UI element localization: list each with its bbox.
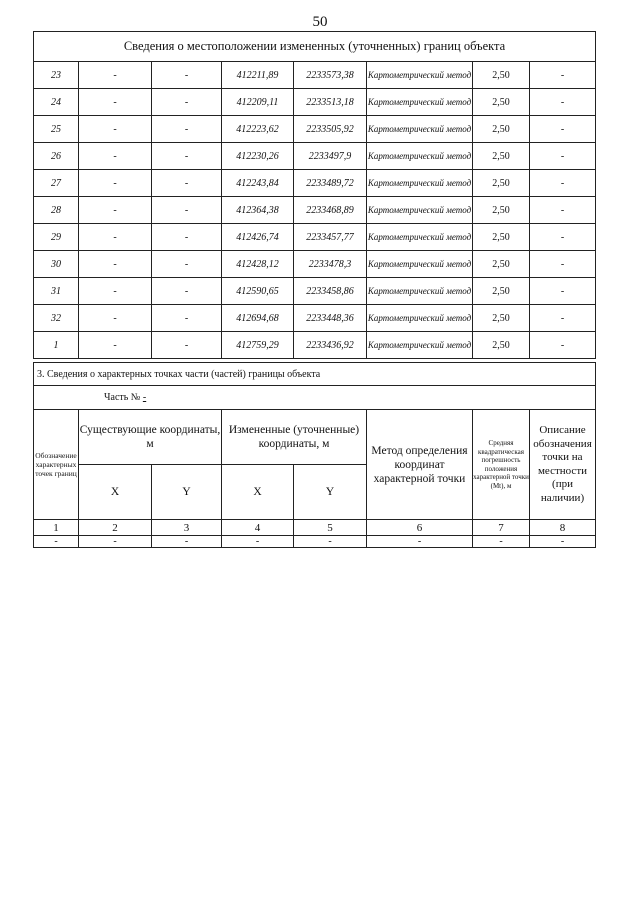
table-row [34, 197, 596, 224]
existing-y-cell: - [152, 224, 222, 251]
table-row [34, 116, 596, 143]
changed-x-cell: 412364,38 [222, 197, 294, 224]
method-cell: Картометрический метод [367, 143, 473, 170]
column-number: 7 [473, 520, 530, 536]
header-changed: Измененные (уточненные) координаты, м [222, 410, 367, 465]
point-number-cell: 28 [34, 197, 79, 224]
existing-x-cell: - [79, 89, 152, 116]
header-x-existing: X [79, 465, 152, 520]
changed-x-cell: 412211,89 [222, 62, 294, 89]
part-number-line [34, 386, 596, 410]
changed-x-cell: 412590,65 [222, 278, 294, 305]
point-number-cell: 25 [34, 116, 79, 143]
column-number: 2 [79, 520, 152, 536]
existing-x-cell: - [79, 305, 152, 332]
point-number-cell: 27 [34, 170, 79, 197]
description-cell: - [530, 197, 596, 224]
changed-y-cell: 2233513,18 [294, 89, 367, 116]
changed-y-cell: 2233505,92 [294, 116, 367, 143]
empty-cell: - [530, 536, 596, 548]
existing-x-cell: - [79, 278, 152, 305]
method-cell: Картометрический метод [367, 89, 473, 116]
description-cell: - [530, 143, 596, 170]
header-x-changed: X [222, 465, 294, 520]
point-number-cell: 31 [34, 278, 79, 305]
description-cell: - [530, 224, 596, 251]
table-row [34, 224, 596, 251]
existing-y-cell: - [152, 170, 222, 197]
existing-y-cell: - [152, 278, 222, 305]
existing-y-cell: - [152, 305, 222, 332]
existing-y-cell: - [152, 89, 222, 116]
accuracy-cell: 2,50 [473, 332, 530, 359]
point-number-cell: 29 [34, 224, 79, 251]
existing-y-cell: - [152, 251, 222, 278]
method-cell: Картометрический метод [367, 278, 473, 305]
method-cell: Картометрический метод [367, 62, 473, 89]
part-value: - [142, 392, 147, 403]
changed-y-cell: 2233489,72 [294, 170, 367, 197]
changed-y-cell: 2233478,3 [294, 251, 367, 278]
empty-cell: - [473, 536, 530, 548]
table-row [34, 278, 596, 305]
part-label: Часть № [104, 392, 141, 403]
existing-y-cell: - [152, 332, 222, 359]
changed-y-cell: 2233436,92 [294, 332, 367, 359]
changed-x-cell: 412230,26 [222, 143, 294, 170]
changed-x-cell: 412223,62 [222, 116, 294, 143]
description-cell: - [530, 305, 596, 332]
accuracy-cell: 2,50 [473, 143, 530, 170]
empty-data-row [34, 536, 596, 548]
table-row [34, 251, 596, 278]
point-number-cell: 24 [34, 89, 79, 116]
changed-y-cell: 2233573,38 [294, 62, 367, 89]
existing-y-cell: - [152, 197, 222, 224]
point-number-cell: 26 [34, 143, 79, 170]
description-cell: - [530, 116, 596, 143]
column-number: 1 [34, 520, 79, 536]
header-existing: Существующие координаты, м [79, 410, 222, 465]
accuracy-cell: 2,50 [473, 278, 530, 305]
existing-x-cell: - [79, 197, 152, 224]
description-cell: - [530, 62, 596, 89]
header-y-existing: Y [152, 465, 222, 520]
header-description: Описание обозначения точки на местности (при наличии) [530, 410, 596, 520]
changed-y-cell: 2233497,9 [294, 143, 367, 170]
accuracy-cell: 2,50 [473, 305, 530, 332]
changed-x-cell: 412243,84 [222, 170, 294, 197]
empty-cell: - [34, 536, 79, 548]
table-row [34, 305, 596, 332]
method-cell: Картометрический метод [367, 332, 473, 359]
point-number-cell: 32 [34, 305, 79, 332]
method-cell: Картометрический метод [367, 197, 473, 224]
description-cell: - [530, 278, 596, 305]
accuracy-cell: 2,50 [473, 89, 530, 116]
point-number-cell: 30 [34, 251, 79, 278]
existing-x-cell: - [79, 143, 152, 170]
column-number: 4 [222, 520, 294, 536]
part-points-table [33, 362, 596, 548]
existing-x-cell: - [79, 332, 152, 359]
existing-y-cell: - [152, 143, 222, 170]
header-accuracy: Средняя квадратическая погрешность положения характерной точки (Mt), м [473, 410, 530, 520]
accuracy-cell: 2,50 [473, 251, 530, 278]
header-y-changed: Y [294, 465, 367, 520]
table-row [34, 332, 596, 359]
changed-x-cell: 412209,11 [222, 89, 294, 116]
existing-x-cell: - [79, 170, 152, 197]
accuracy-cell: 2,50 [473, 170, 530, 197]
column-number: 3 [152, 520, 222, 536]
existing-x-cell: - [79, 116, 152, 143]
empty-cell: - [367, 536, 473, 548]
changed-y-cell: 2233458,86 [294, 278, 367, 305]
accuracy-cell: 2,50 [473, 197, 530, 224]
column-numbers-row [34, 520, 596, 536]
column-number: 5 [294, 520, 367, 536]
method-cell: Картометрический метод [367, 251, 473, 278]
section3-title: 3. Сведения о характерных точках части (частей) границы объекта [34, 363, 596, 386]
column-number: 8 [530, 520, 596, 536]
method-cell: Картометрический метод [367, 224, 473, 251]
changed-x-cell: 412428,12 [222, 251, 294, 278]
page-number: 50 [312, 14, 328, 30]
boundary-points-table [33, 31, 596, 359]
changed-y-cell: 2233468,89 [294, 197, 367, 224]
accuracy-cell: 2,50 [473, 62, 530, 89]
table-row [34, 62, 596, 89]
empty-cell: - [222, 536, 294, 548]
empty-cell: - [79, 536, 152, 548]
existing-x-cell: - [79, 224, 152, 251]
changed-x-cell: 412426,74 [222, 224, 294, 251]
method-cell: Картометрический метод [367, 305, 473, 332]
existing-y-cell: - [152, 62, 222, 89]
table-row [34, 89, 596, 116]
changed-y-cell: 2233448,36 [294, 305, 367, 332]
description-cell: - [530, 89, 596, 116]
description-cell: - [530, 332, 596, 359]
accuracy-cell: 2,50 [473, 224, 530, 251]
existing-x-cell: - [79, 251, 152, 278]
column-number: 6 [367, 520, 473, 536]
existing-x-cell: - [79, 62, 152, 89]
section-title: Сведения о местоположении измененных (уточненных) границ объекта [34, 32, 596, 62]
method-cell: Картометрический метод [367, 116, 473, 143]
accuracy-cell: 2,50 [473, 116, 530, 143]
empty-cell: - [294, 536, 367, 548]
table-row [34, 170, 596, 197]
header-point: Обозначение характерных точек границ [34, 410, 79, 520]
existing-y-cell: - [152, 116, 222, 143]
table-row [34, 143, 596, 170]
changed-x-cell: 412694,68 [222, 305, 294, 332]
header-method: Метод определения координат характерной точки [367, 410, 473, 520]
changed-x-cell: 412759,29 [222, 332, 294, 359]
point-number-cell: 1 [34, 332, 79, 359]
point-number-cell: 23 [34, 62, 79, 89]
method-cell: Картометрический метод [367, 170, 473, 197]
description-cell: - [530, 251, 596, 278]
changed-y-cell: 2233457,77 [294, 224, 367, 251]
description-cell: - [530, 170, 596, 197]
empty-cell: - [152, 536, 222, 548]
